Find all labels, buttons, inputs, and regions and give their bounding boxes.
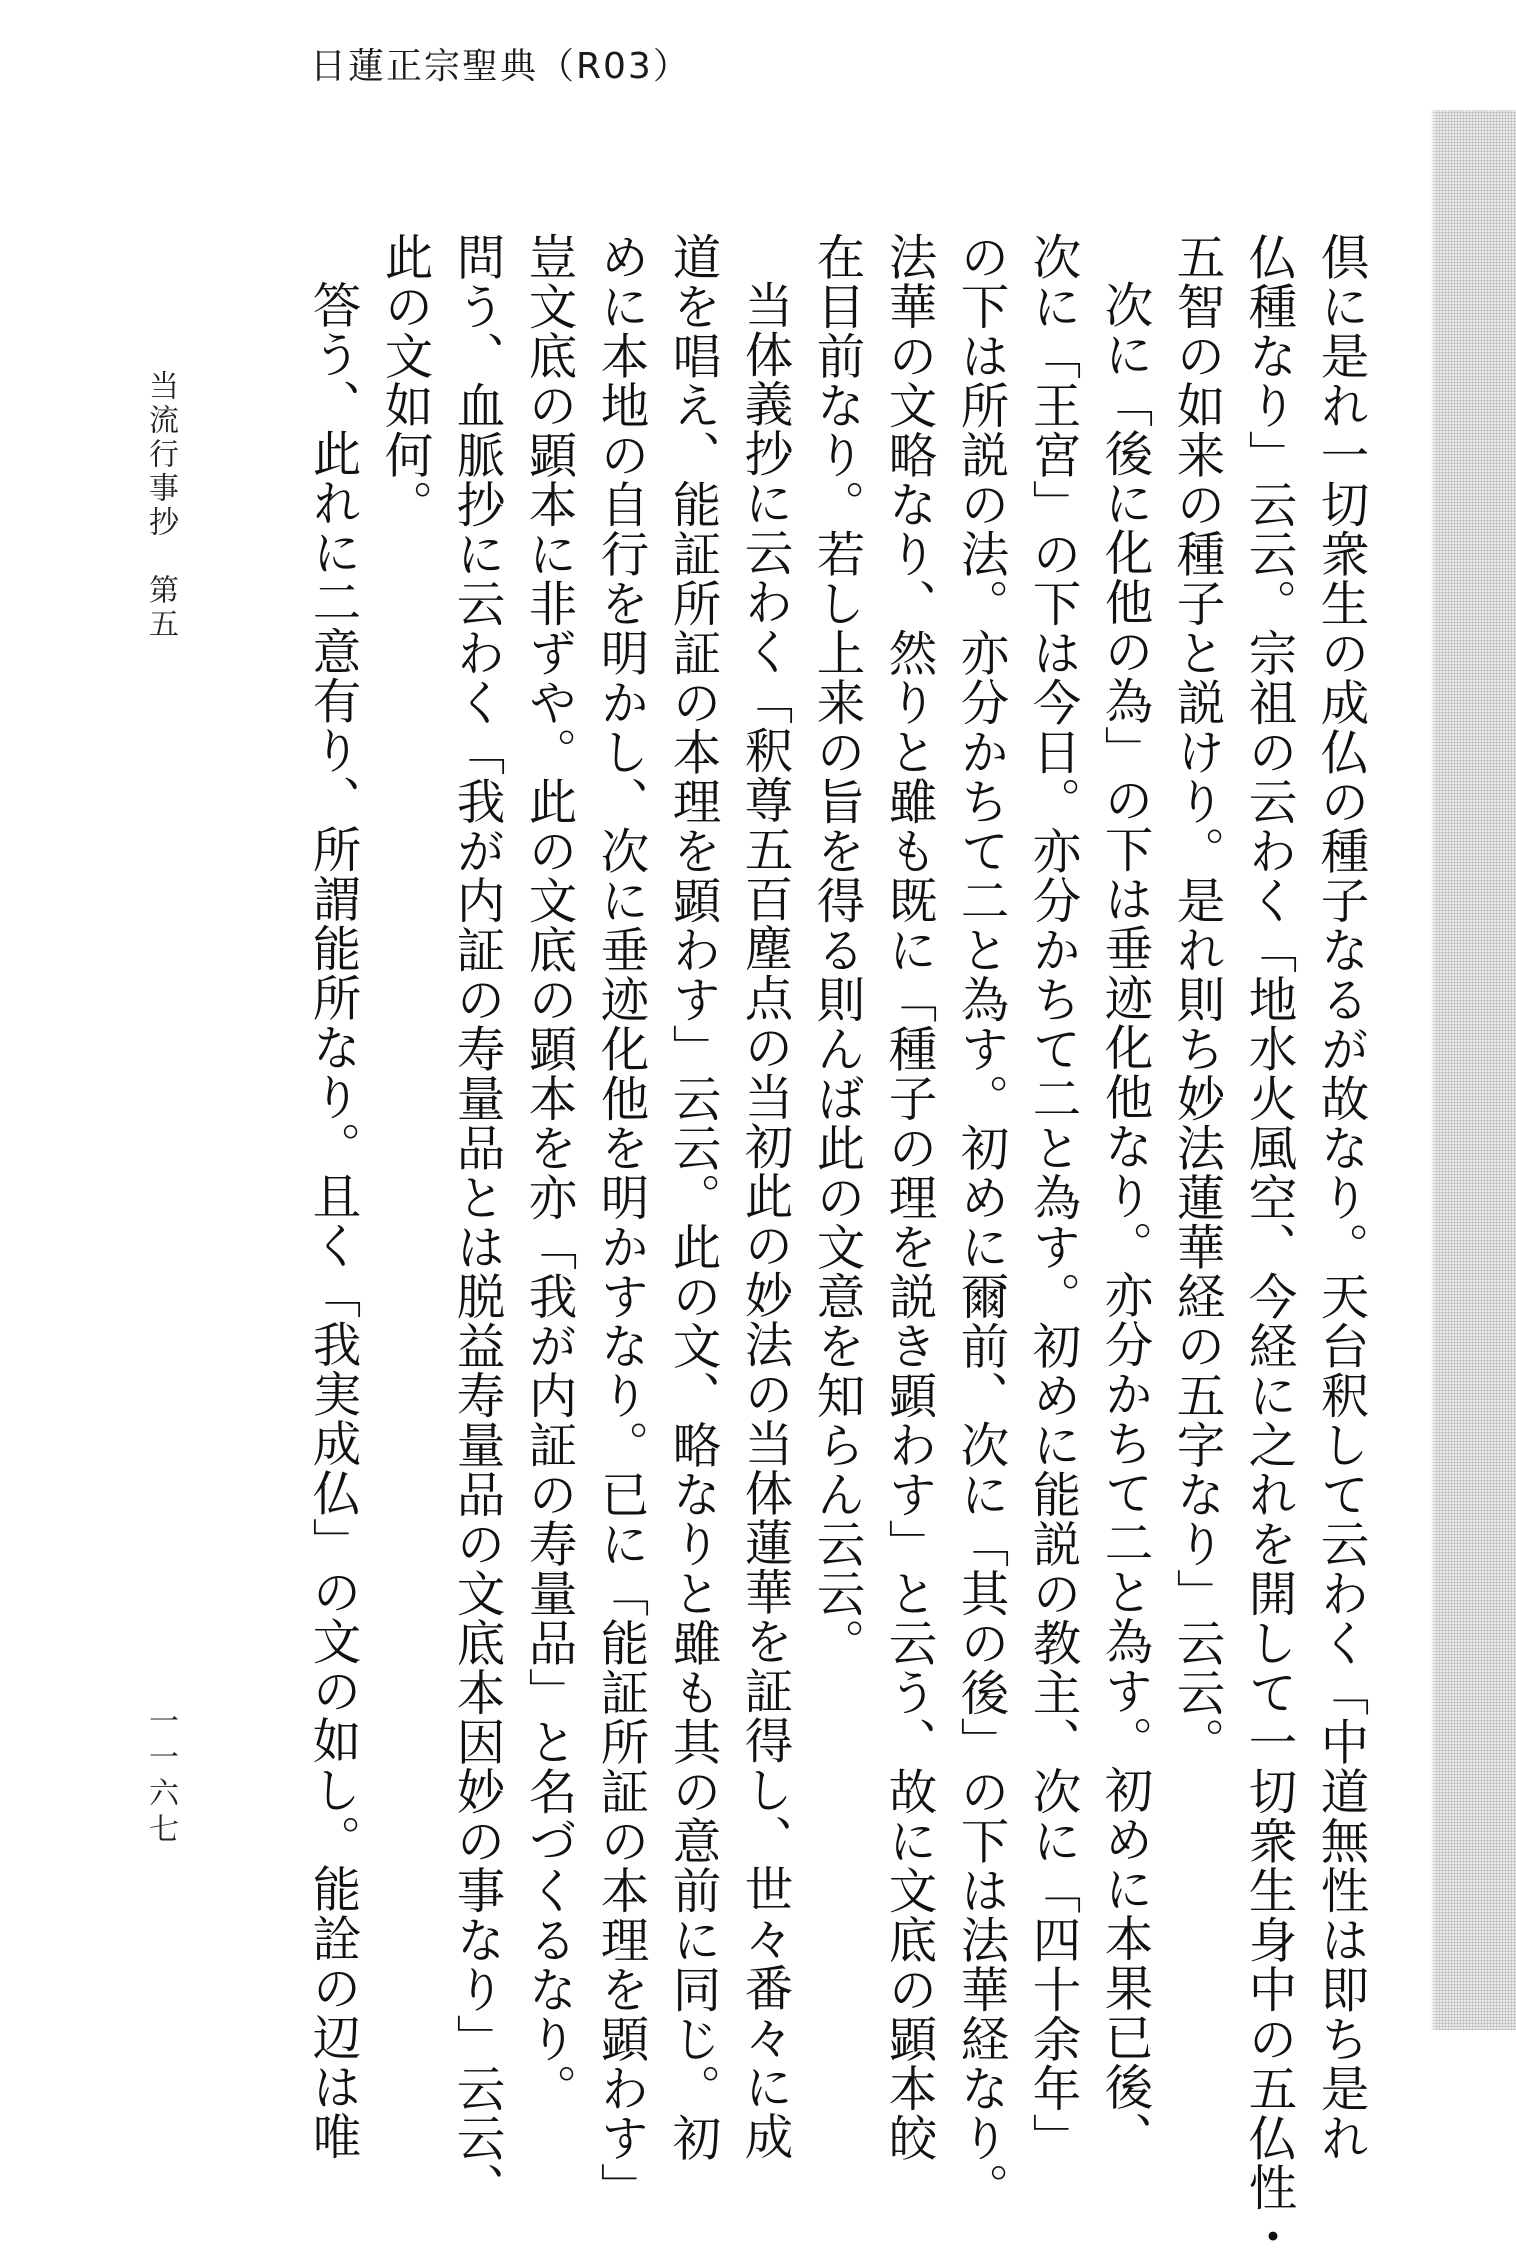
running-head: 当流行事抄 第五 — [143, 370, 178, 642]
body-line: 答う、此れに二意有り、所謂能所なり。且く「我実成仏」の文の如し。能詮の辺は唯 — [304, 280, 360, 2161]
body-line: 五智の如来の種子と説けり。是れ則ち妙法蓮華経の五字なり」云云。 — [1168, 232, 1224, 1767]
page-number: 一一六七 — [143, 1705, 178, 1849]
document-title: 日蓮正宗聖典（R03） — [310, 46, 691, 87]
scan-edge-shadow — [1430, 110, 1516, 2030]
body-line: めに本地の自行を明かし、次に垂迹化他を明かすなり。已に「能証所証の本理を顕わす」 — [592, 232, 648, 2212]
body-line: の下は所説の法。亦分かちて二と為す。初めに爾前、次に「其の後」の下は法華経なり。 — [952, 232, 1008, 2212]
body-line: 法華の文略なり、然りと雖も既に「種子の理を説き顕わす」と云う、故に文底の顕本皎 — [880, 232, 936, 2163]
body-line: 倶に是れ一切衆生の成仏の種子なるが故なり。天台釈して云わく「中道無性は即ち是れ — [1312, 232, 1368, 2163]
body-line: 次に「後に化他の為」の下は垂迹化他なり。亦分かちて二と為す。初めに本果已後、 — [1096, 280, 1152, 2161]
body-line: 当体義抄に云わく「釈尊五百塵点の当初此の妙法の当体蓮華を証得し、世々番々に成 — [736, 280, 792, 2161]
body-line: 次に「王宮」の下は今日。亦分かちて二と為す。初めに能説の教主、次に「四十余年」 — [1024, 232, 1080, 2163]
body-text — [296, 232, 1376, 2262]
body-line: 仏種なり」云云。宗祖の云わく「地水火風空、今経に之れを開して一切衆生身中の五仏性・ — [1240, 232, 1296, 2262]
body-line: 豈文底の顕本に非ずや。此の文底の顕本を亦「我が内証の寿量品」と名づくるなり。 — [520, 232, 576, 2113]
body-line: 此の文如何。 — [376, 232, 432, 529]
body-line: 在目前なり。若し上来の旨を得る則んば此の文意を知らん云云。 — [808, 232, 864, 1668]
body-line: 問う、血脈抄に云わく「我が内証の寿量品とは脱益寿量品の文底本因妙の事なり」云云、 — [448, 232, 504, 2212]
body-line: 道を唱え、能証所証の本理を顕わす」云云。此の文、略なりと雖も其の意前に同じ。初 — [664, 232, 720, 2163]
